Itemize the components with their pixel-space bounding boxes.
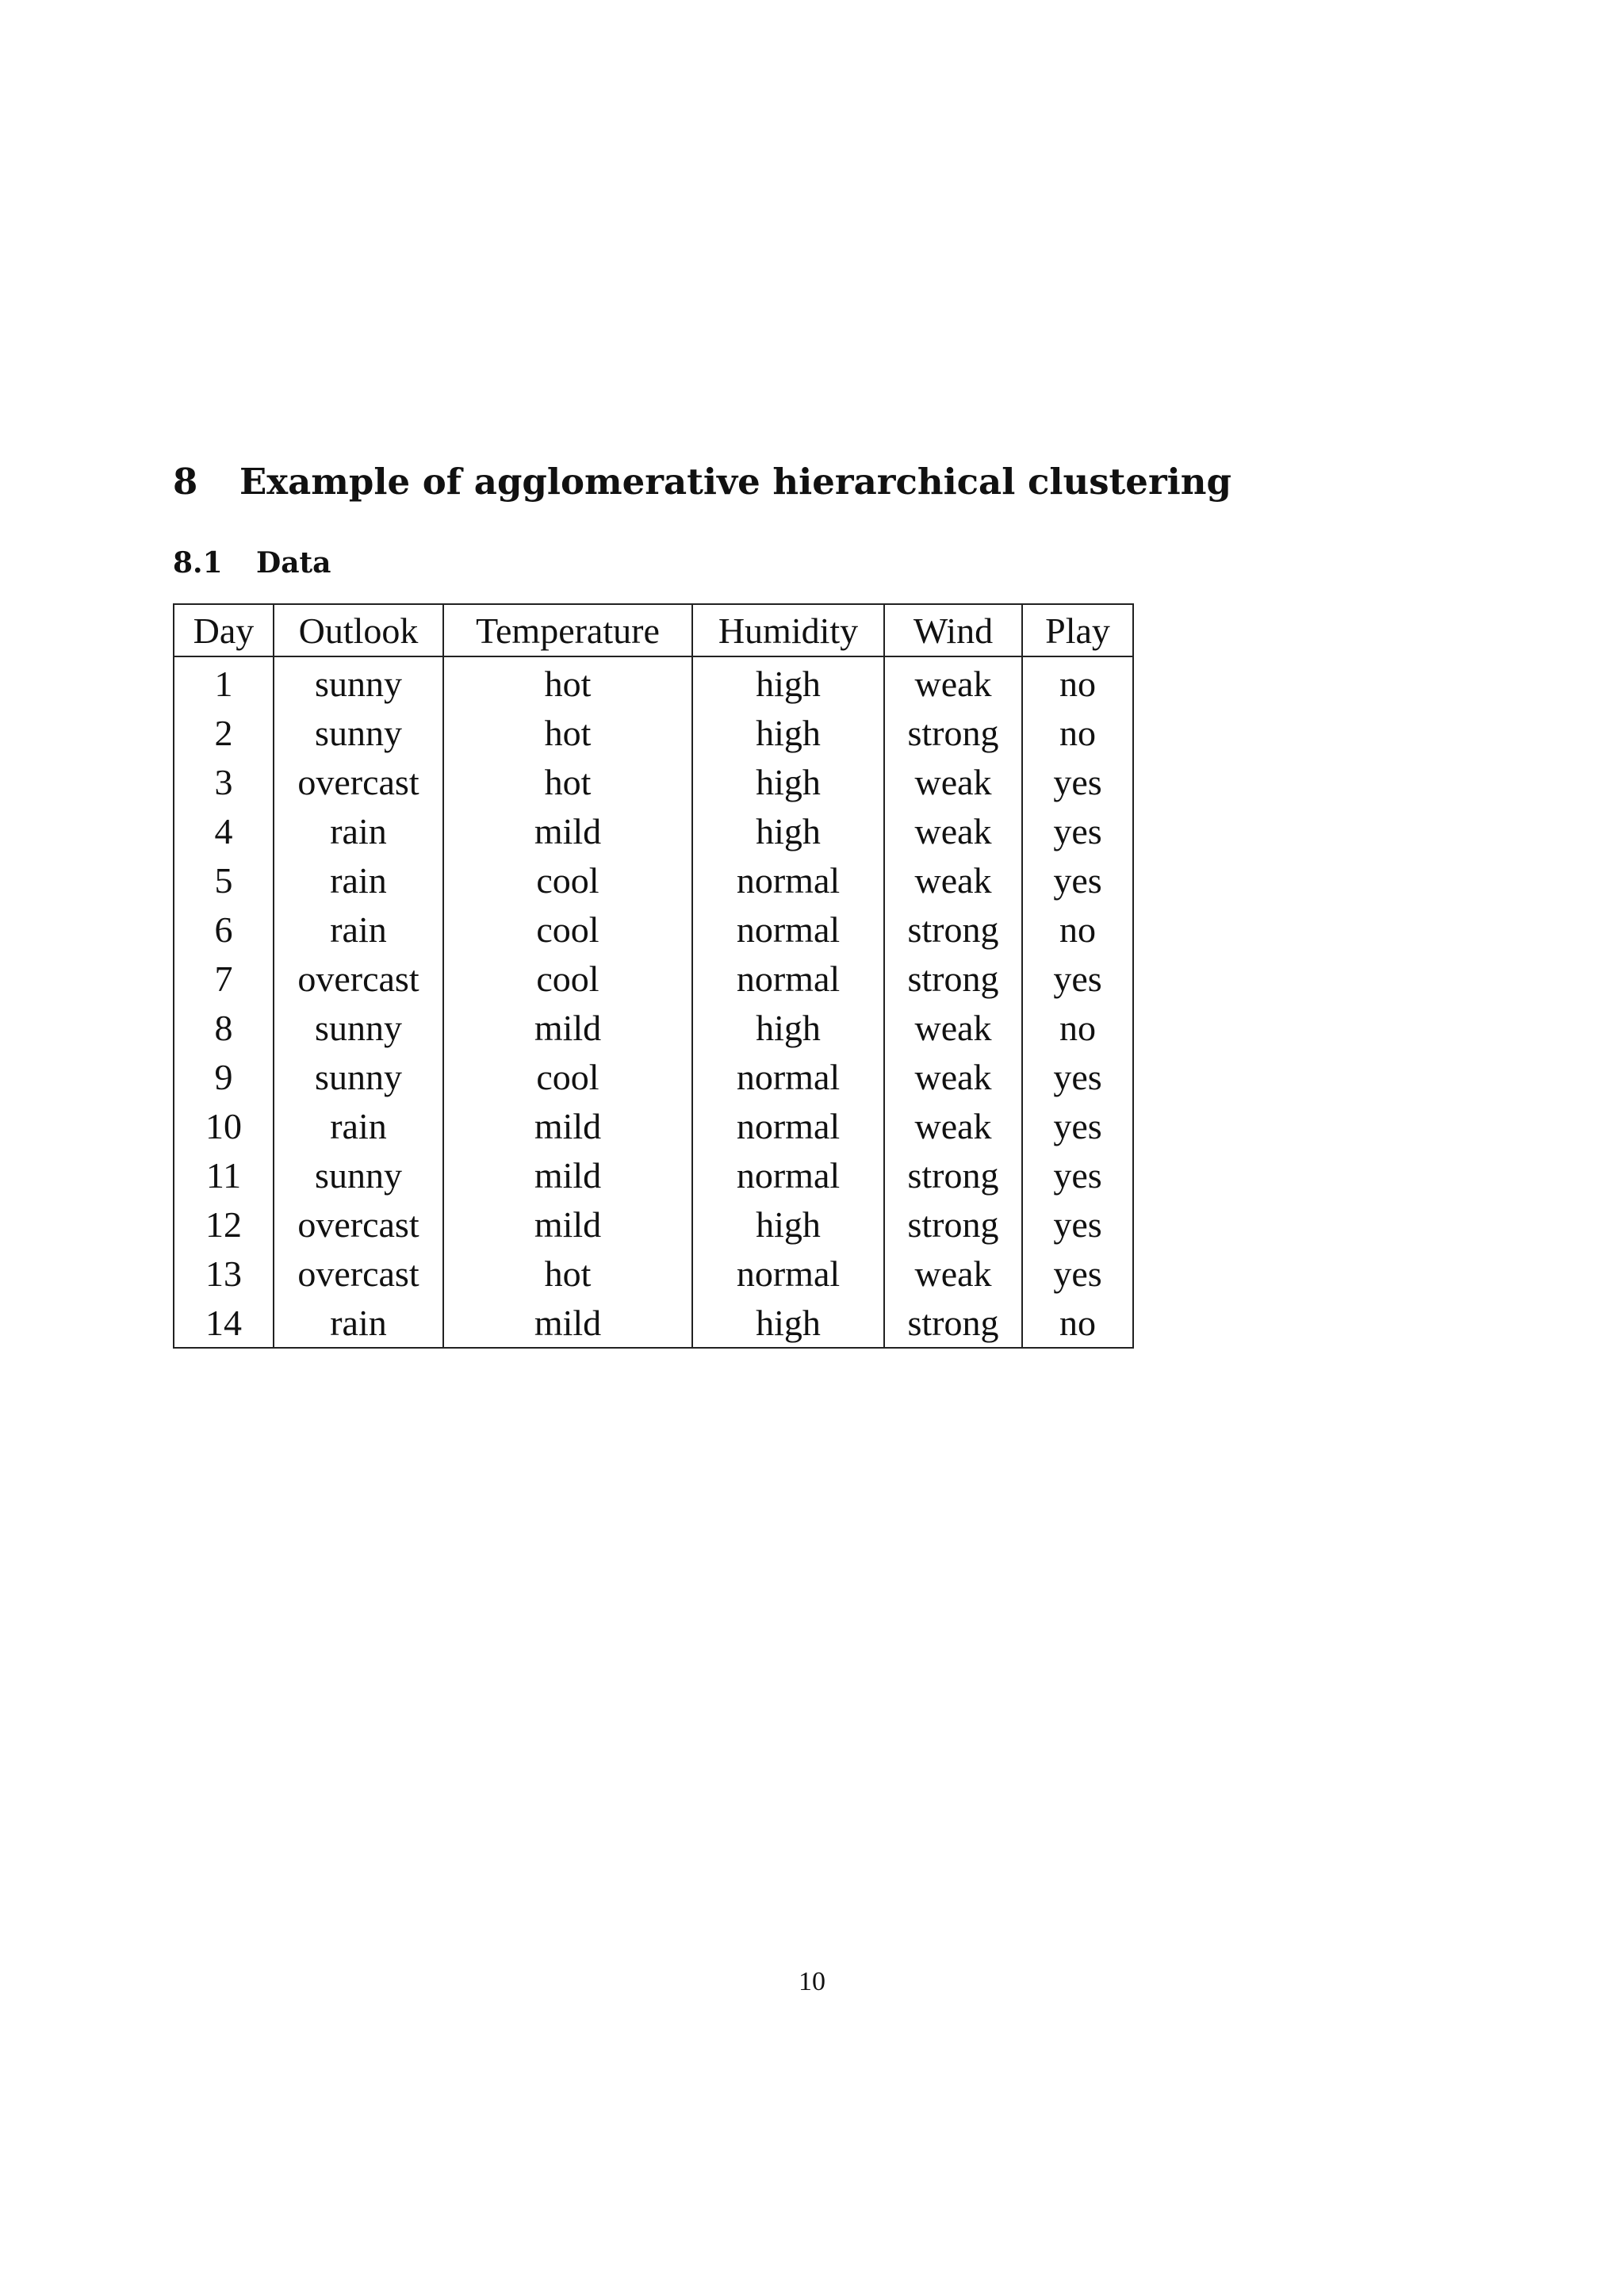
table-cell-temperature: cool — [443, 954, 692, 1003]
table-cell-play: yes — [1022, 1200, 1133, 1249]
table-cell-humidity: high — [692, 1003, 884, 1052]
table-cell-outlook: overcast — [274, 1200, 443, 1249]
subsection-number: 8.1 — [173, 546, 223, 580]
table-row — [174, 1003, 1133, 1052]
table-cell-outlook: overcast — [274, 757, 443, 806]
column-header-wind: Wind — [884, 604, 1022, 656]
section-number: 8 — [173, 461, 198, 503]
table-cell-temperature: cool — [443, 855, 692, 905]
table-cell-humidity: high — [692, 757, 884, 806]
table-cell-wind: weak — [884, 806, 1022, 855]
subsection-title: Data — [256, 546, 331, 580]
table-row — [174, 954, 1133, 1003]
table-cell-day: 12 — [174, 1200, 274, 1249]
page-number: 10 — [799, 1967, 825, 1996]
table-row — [174, 757, 1133, 806]
table-row — [174, 905, 1133, 954]
table-cell-play: yes — [1022, 1101, 1133, 1150]
column-header-day: Day — [174, 604, 274, 656]
table-cell-wind: weak — [884, 855, 1022, 905]
table-cell-day: 9 — [174, 1052, 274, 1101]
table-cell-outlook: sunny — [274, 1150, 443, 1200]
table-cell-humidity: high — [692, 1200, 884, 1249]
table-cell-temperature: mild — [443, 1101, 692, 1150]
table-cell-play: no — [1022, 1298, 1133, 1348]
table-cell-play: yes — [1022, 1052, 1133, 1101]
table-cell-day: 2 — [174, 708, 274, 757]
table-row — [174, 708, 1133, 757]
table-cell-day: 11 — [174, 1150, 274, 1200]
table-cell-play: yes — [1022, 1249, 1133, 1298]
table-row — [174, 656, 1133, 708]
table-cell-outlook: rain — [274, 905, 443, 954]
table-cell-day: 6 — [174, 905, 274, 954]
table-cell-day: 4 — [174, 806, 274, 855]
table-cell-day: 10 — [174, 1101, 274, 1150]
table-cell-play: yes — [1022, 1150, 1133, 1200]
table-cell-outlook: sunny — [274, 1003, 443, 1052]
table-cell-wind: weak — [884, 1249, 1022, 1298]
column-header-play: Play — [1022, 604, 1133, 656]
table-cell-temperature: mild — [443, 1150, 692, 1200]
table-cell-day: 8 — [174, 1003, 274, 1052]
table-cell-humidity: normal — [692, 855, 884, 905]
table-row — [174, 1298, 1133, 1348]
table-cell-day: 5 — [174, 855, 274, 905]
table-row — [174, 1150, 1133, 1200]
table-cell-play: no — [1022, 656, 1133, 708]
table-cell-play: yes — [1022, 954, 1133, 1003]
table-cell-outlook: overcast — [274, 1249, 443, 1298]
table-cell-day: 14 — [174, 1298, 274, 1348]
table-row — [174, 1200, 1133, 1249]
table-cell-day: 3 — [174, 757, 274, 806]
table-cell-temperature: hot — [443, 757, 692, 806]
subsection-heading — [173, 544, 331, 582]
table-cell-temperature: cool — [443, 905, 692, 954]
table-cell-humidity: normal — [692, 1150, 884, 1200]
table-cell-outlook: overcast — [274, 954, 443, 1003]
table-cell-wind: weak — [884, 656, 1022, 708]
table-cell-wind: strong — [884, 905, 1022, 954]
table-cell-temperature: hot — [443, 708, 692, 757]
table-row — [174, 1101, 1133, 1150]
table-cell-humidity: normal — [692, 954, 884, 1003]
weather-data-table — [173, 603, 1134, 1349]
table-cell-humidity: high — [692, 1298, 884, 1348]
table-cell-play: yes — [1022, 855, 1133, 905]
table-header — [174, 604, 1133, 656]
table-cell-wind: strong — [884, 708, 1022, 757]
column-header-humidity: Humidity — [692, 604, 884, 656]
table-cell-temperature: mild — [443, 1200, 692, 1249]
section-heading — [173, 458, 1231, 506]
table-cell-play: yes — [1022, 806, 1133, 855]
table-cell-wind: weak — [884, 757, 1022, 806]
table-cell-play: no — [1022, 1003, 1133, 1052]
table-cell-wind: weak — [884, 1052, 1022, 1101]
table-cell-humidity: normal — [692, 1052, 884, 1101]
table-cell-wind: weak — [884, 1101, 1022, 1150]
table-cell-temperature: mild — [443, 806, 692, 855]
table-cell-humidity: high — [692, 656, 884, 708]
table-cell-day: 7 — [174, 954, 274, 1003]
table-cell-wind: weak — [884, 1003, 1022, 1052]
table-row — [174, 855, 1133, 905]
table-cell-outlook: rain — [274, 806, 443, 855]
table-cell-outlook: sunny — [274, 656, 443, 708]
table-cell-humidity: normal — [692, 1249, 884, 1298]
table-header-row — [174, 604, 1133, 656]
table-row — [174, 1249, 1133, 1298]
table-cell-wind: strong — [884, 1298, 1022, 1348]
table-cell-play: no — [1022, 708, 1133, 757]
table-cell-day: 1 — [174, 656, 274, 708]
table-cell-wind: strong — [884, 1150, 1022, 1200]
table-cell-play: no — [1022, 905, 1133, 954]
table-cell-outlook: rain — [274, 1101, 443, 1150]
table-row — [174, 806, 1133, 855]
table-row — [174, 1052, 1133, 1101]
table-cell-day: 13 — [174, 1249, 274, 1298]
table-cell-outlook: sunny — [274, 708, 443, 757]
table-cell-play: yes — [1022, 757, 1133, 806]
table-cell-humidity: normal — [692, 905, 884, 954]
table-cell-temperature: hot — [443, 1249, 692, 1298]
table-cell-temperature: mild — [443, 1003, 692, 1052]
section-title: Example of agglomerative hierarchical clustering — [239, 461, 1231, 503]
table-cell-temperature: hot — [443, 656, 692, 708]
table-cell-humidity: high — [692, 708, 884, 757]
table-cell-humidity: high — [692, 806, 884, 855]
table-body — [174, 656, 1133, 1348]
table-cell-temperature: cool — [443, 1052, 692, 1101]
table-cell-temperature: mild — [443, 1298, 692, 1348]
table-cell-humidity: normal — [692, 1101, 884, 1150]
table-cell-outlook: rain — [274, 855, 443, 905]
table-cell-wind: strong — [884, 1200, 1022, 1249]
table-cell-wind: strong — [884, 954, 1022, 1003]
column-header-outlook: Outlook — [274, 604, 443, 656]
column-header-temperature: Temperature — [443, 604, 692, 656]
table-cell-outlook: rain — [274, 1298, 443, 1348]
table-cell-outlook: sunny — [274, 1052, 443, 1101]
